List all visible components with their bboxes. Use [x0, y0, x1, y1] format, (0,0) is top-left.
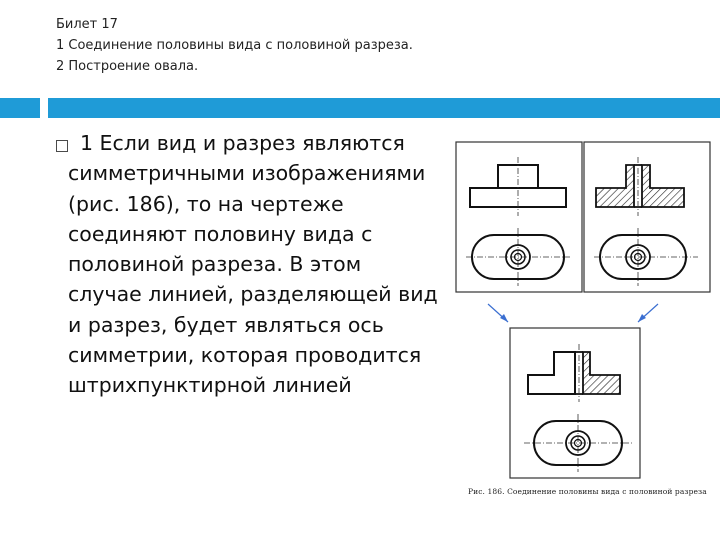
accent-bar-left: [0, 98, 40, 118]
section-drawing: [584, 142, 710, 292]
body-paragraph: 1 Если вид и разрез являются симметричными изображениями (рис. 186), то на чертеже соединяют половину вида с половиной разреза. В этом случае линией, разделяющей вид и разрез, будет являться ось симметрии, которая проводится штрихпунктирной линией: [68, 131, 438, 398]
half-view-half-section-drawing: [510, 328, 640, 478]
view-drawing: [456, 142, 582, 292]
drawing-figure: [448, 132, 718, 484]
right-arrow-icon: [638, 304, 658, 322]
question-1: 1 Соединение половины вида с половиной разреза.: [56, 38, 413, 53]
slide-header: [56, 14, 413, 77]
left-arrow-icon: [488, 304, 508, 322]
ticket-number: Билет 17: [56, 17, 118, 32]
figure-caption: Рис. 186. Соединение половины вида с половиной разреза: [468, 487, 707, 496]
accent-bar-right: [48, 98, 720, 118]
question-2: 2 Построение овала.: [56, 59, 199, 74]
square-bullet-icon: [56, 140, 68, 152]
